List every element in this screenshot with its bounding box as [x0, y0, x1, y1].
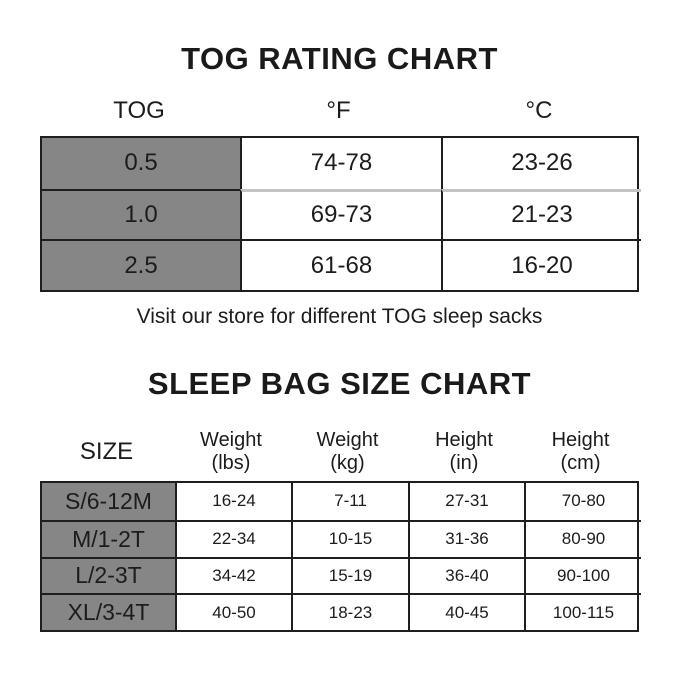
tog-rating-table — [40, 136, 639, 292]
weight-lbs-cell: 22-34 — [175, 520, 291, 557]
height-in-cell: 31-36 — [408, 520, 524, 557]
weight-kg-cell: 10-15 — [291, 520, 408, 557]
celsius-range-cell: 16-20 — [441, 239, 641, 290]
height-cm-cell: 90-100 — [524, 557, 641, 594]
tog-chart-title: TOG RATING CHART — [181, 41, 498, 76]
size-table-header-row — [40, 426, 639, 478]
height-cm-cell: 100-115 — [524, 593, 641, 630]
weight-lbs-header-line1: Weight — [200, 429, 262, 451]
weight-kg-cell: 15-19 — [291, 557, 408, 594]
height-cm-column-header — [522, 429, 639, 475]
tog-value-cell: 2.5 — [42, 239, 240, 290]
tog-table-header-row — [40, 90, 639, 132]
weight-kg-column-header — [289, 429, 406, 475]
weight-kg-cell: 7-11 — [291, 483, 408, 520]
size-chart-title: SLEEP BAG SIZE CHART — [147, 366, 532, 401]
celsius-range-cell: 21-23 — [441, 189, 641, 240]
height-in-header-line2: (in) — [449, 452, 479, 474]
height-cm-cell: 70-80 — [524, 483, 641, 520]
weight-lbs-cell: 34-42 — [175, 557, 291, 594]
size-column-header — [40, 438, 173, 466]
fahrenheit-range-cell: 61-68 — [240, 239, 441, 290]
weight-lbs-column-header — [173, 429, 289, 475]
weight-kg-header-line2: (kg) — [330, 452, 365, 474]
tog-value-cell: 0.5 — [42, 138, 240, 189]
height-in-header-line1: Height — [435, 429, 493, 451]
height-in-cell: 27-31 — [408, 483, 524, 520]
tog-value-cell: 1.0 — [42, 189, 240, 240]
size-cell: L/2-3T — [42, 557, 175, 594]
sleep-bag-size-table — [40, 481, 639, 632]
height-in-column-header — [406, 429, 522, 475]
weight-kg-cell: 18-23 — [291, 593, 408, 630]
fahrenheit-range-cell: 69-73 — [240, 189, 441, 240]
height-cm-header-line1: Height — [551, 429, 610, 451]
store-note: Visit our store for different TOG sleep sacks — [136, 305, 543, 328]
height-in-cell: 36-40 — [408, 557, 524, 594]
size-cell: S/6-12M — [42, 483, 175, 520]
fahrenheit-column-header: °F — [326, 97, 351, 124]
size-cell: XL/3-4T — [42, 593, 175, 630]
height-in-cell: 40-45 — [408, 593, 524, 630]
weight-lbs-header-line2: (lbs) — [211, 452, 251, 474]
height-cm-cell: 80-90 — [524, 520, 641, 557]
size-column-header-label: SIZE — [79, 438, 134, 466]
weight-lbs-cell: 16-24 — [175, 483, 291, 520]
celsius-column-header: °C — [525, 97, 553, 124]
weight-lbs-cell: 40-50 — [175, 593, 291, 630]
celsius-range-cell: 23-26 — [441, 138, 641, 189]
fahrenheit-range-cell: 74-78 — [240, 138, 441, 189]
height-cm-header-line2: (cm) — [560, 452, 601, 474]
weight-kg-header-line1: Weight — [316, 429, 379, 451]
size-cell: M/1-2T — [42, 520, 175, 557]
tog-column-header: TOG — [113, 97, 165, 124]
